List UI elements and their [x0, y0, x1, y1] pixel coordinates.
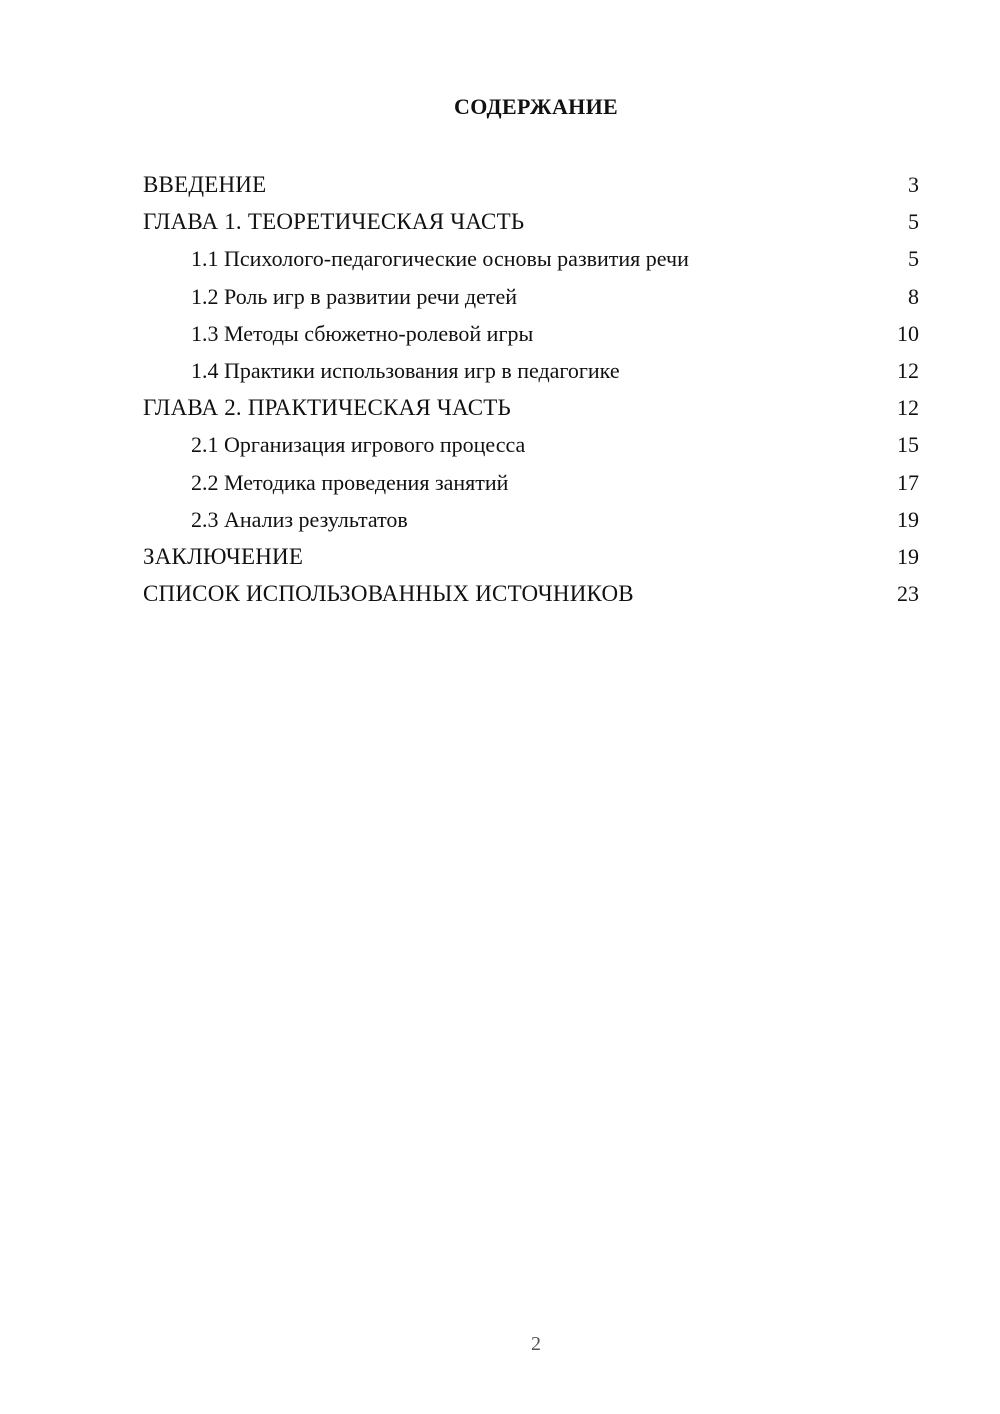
toc-entry-page: 8	[908, 283, 919, 309]
toc-entry-chapter-2	[143, 389, 919, 426]
toc-entry-introduction	[143, 166, 919, 203]
toc-entry-label: 2.3 Анализ результатов	[191, 506, 408, 532]
toc-entry-page: 5	[908, 246, 919, 272]
toc-entry-label: 1.2 Роль игр в развитии речи детей	[191, 283, 518, 309]
toc-entry-label: 2.2 Методика проведения занятий	[191, 469, 509, 495]
toc-entry-label: ГЛАВА 2. ПРАКТИЧЕСКАЯ ЧАСТЬ	[143, 395, 511, 421]
toc-entry-page: 23	[897, 581, 919, 607]
toc-entry-section-1-3	[143, 315, 919, 352]
toc-entry-section-2-1	[143, 426, 919, 463]
toc-entry-page: 12	[897, 395, 919, 421]
toc-entry-label: 1.3 Методы сбюжетно-ролевой игры	[191, 320, 534, 346]
toc-entry-page: 19	[897, 506, 919, 532]
toc-entry-page: 19	[897, 543, 919, 569]
toc-entry-section-1-4	[143, 352, 919, 389]
toc-entry-page: 5	[908, 209, 919, 235]
toc-entry-label: ЗАКЛЮЧЕНИЕ	[143, 543, 304, 569]
toc-entry-label: ГЛАВА 1. ТЕОРЕТИЧЕСКАЯ ЧАСТЬ	[143, 209, 525, 235]
toc-heading: СОДЕРЖАНИЕ	[454, 94, 618, 119]
toc-entry-section-2-3	[143, 501, 919, 538]
toc-entry-section-1-2	[143, 278, 919, 315]
toc-entry-label: 1.1 Психолого-педагогические основы развития речи	[191, 246, 689, 272]
toc-entry-page: 3	[908, 172, 919, 197]
toc-entry-label: 2.1 Организация игрового процесса	[191, 432, 526, 458]
toc-entry-label: СПИСОК ИСПОЛЬЗОВАННЫХ ИСТОЧНИКОВ	[143, 581, 634, 607]
toc-entry-page: 15	[897, 432, 919, 458]
toc-entry-label: 1.4 Практики использования игр в педагогике	[191, 357, 620, 383]
toc-entry-page: 17	[897, 469, 919, 495]
toc-entry-conclusion	[143, 538, 919, 575]
toc-entry-section-2-2	[143, 464, 919, 501]
page-number: 2	[531, 1333, 541, 1355]
toc-entry-chapter-1	[143, 203, 919, 240]
toc-entry-references	[143, 575, 919, 612]
toc-entry-label: ВВЕДЕНИЕ	[143, 172, 267, 197]
table-of-contents	[143, 166, 919, 612]
toc-entry-section-1-1	[143, 240, 919, 277]
toc-entry-page: 12	[897, 357, 919, 383]
toc-entry-page: 10	[897, 320, 919, 346]
